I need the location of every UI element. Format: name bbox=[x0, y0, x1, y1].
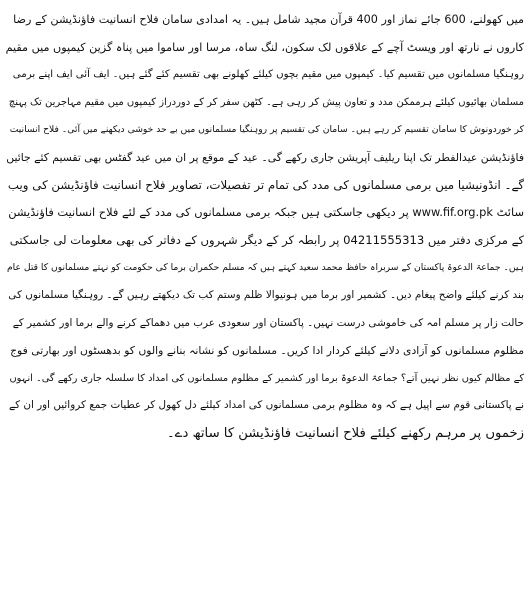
article-line-13: مظلوم مسلمانوں کو آزادی دلانے کیلئے کردار ادا کریں۔ مسلمانوں کو نشانہ بنانے والوں کو بدھسٹوں اور بھارتی فوج bbox=[10, 344, 524, 358]
article-line-6: فاؤنڈیشن عیدالفطر تک اپنا ریلیف آپریشن جاری رکھے گی۔ عید کے موقع پر ان میں عید گفٹس بھی تقسیم کئے جائیں bbox=[6, 150, 524, 164]
article-line-8: سائٹ www.fif.org.pk پر دیکھی جاسکتی ہیں جبکہ برمی مسلمانوں کی مدد کے لئے فلاح انسانیت فاؤنڈیشن bbox=[8, 205, 524, 220]
article-line-16: زخموں پر مرہم رکھنے کیلئے فلاح انسانیت فاؤنڈیشن کا ساتھ دے۔ bbox=[167, 425, 524, 441]
article-line-14: کے مظالم کیوں نظر نہیں آتے؟ جماعۃ الدعوۃ برما اور کشمیر کے مظلوم مسلمانوں کی امداد کا سلسلہ جاری رکھے گی۔ انہوں bbox=[9, 372, 524, 384]
article-line-2: کاروں نے نارتھ اور ویسٹ آچے کے علاقوں لک سکون، لنگ ساہ، مرسا اور ساموا میں پناہ گزین کیمپوں میں مقیم bbox=[5, 40, 524, 54]
article-line-12: حالت زار پر مسلم امہ کی خاموشی درست نہیں۔ پاکستان اور سعودی عرب میں دھماکے کرنے والے برما اور کشمیر کے bbox=[12, 316, 524, 329]
article-line-15: نے پاکستانی قوم سے اپیل ہے کہ وہ مظلوم برمی مسلمانوں کی امداد کیلئے دل کھول کر عطیات جمع کروائیں اور ان کے bbox=[8, 399, 524, 412]
article-line-9: کے مرکزی دفتر میں 04211555313 پر رابطہ کر کے دیگر شہروں کے دفاتر کی بھی معلومات لی جاسکتی bbox=[9, 232, 524, 247]
article-line-4: مسلمان بھائیوں کیلئے ہرممکن مدد و تعاون پیش کر رہی ہے۔ کٹھن سفر کر کے دوردراز کیمپوں میں مقیم مہاجرین تک پہنچ bbox=[8, 96, 524, 108]
article-line-1: میں کھولنے، 600 جائے نماز اور 400 قرآن مجید شامل ہیں۔ یہ امدادی سامان فلاح انسانیت فاؤنڈیشن کے رضا bbox=[13, 13, 524, 26]
article-line-3: روہنگیا مسلمانوں میں تقسیم کیا۔ کیمپوں میں مقیم بچوں کیلئے کھلونے بھی تقسیم کئے گئے ہیں۔ ایف آئی ایف اپنے برمی bbox=[12, 69, 524, 81]
article-line-7: گے۔ انڈونیشیا میں برمی مسلمانوں کی مدد کی تمام تر تفصیلات، تصاویر فلاح انسانیت فاؤنڈیشن کی ویب bbox=[7, 177, 524, 192]
article-line-10: ہیں۔ جماعۃ الدعوۃ پاکستان کے سربراہ حافظ محمد سعید کہتے ہیں کہ مسلم حکمران برما کی حکومت کو نہتے مسلمانوں کا قتل عام bbox=[6, 262, 524, 274]
article-line-11: بند کرنے کیلئے واضح پیغام دیں۔ کشمیر اور برما میں ہونیوالا ظلم وستم کب تک دیکھتے رہیں گے۔ روہنگیا مسلمانوں کی bbox=[8, 288, 524, 301]
article-line-5: کر خوردونوش کا سامان تقسیم کر رہے ہیں۔ سامان کی تقسیم پر روہنگیا مسلمانوں میں بے حد خوشی دیکھنے میں آئی۔ فلاح انسانیت bbox=[9, 124, 524, 136]
